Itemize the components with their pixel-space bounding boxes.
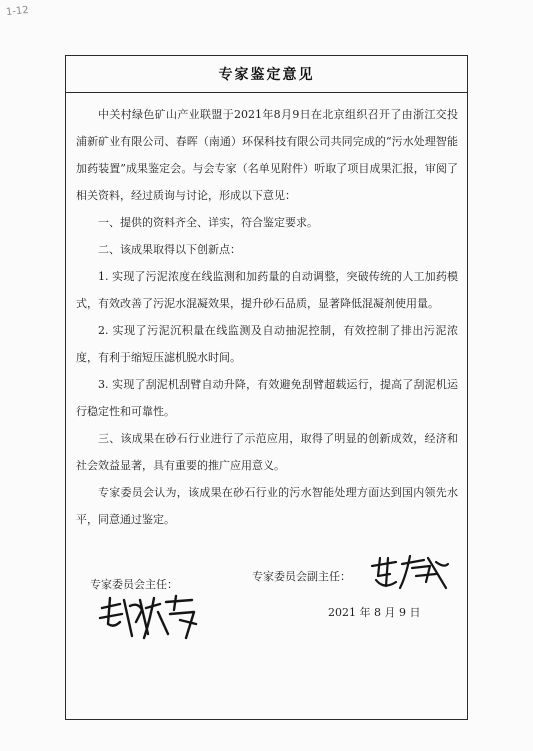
innovation-1: 1. 实现了污泥浓度在线监测和加药量的自动调整，突破传统的人工加药模式，有效改善了污泥水混凝效果，提升砂石品质，显著降低混凝剂使用量。 <box>76 270 458 310</box>
corner-handwritten-note: 1-12 <box>5 4 30 19</box>
signing-date: 2021 年 8 月 9 日 <box>328 606 421 619</box>
document-title: 专家鉴定意见 <box>218 67 315 83</box>
vice-chair-signature <box>366 554 451 594</box>
innovation-2: 2. 实现了污泥沉积量在线监测及自动抽泥控制，有效控制了排出污泥浓度，有利于缩短压滤机脱水时间。 <box>76 324 458 364</box>
opinion-point-3: 三、该成果在砂石行业进行了示范应用，取得了明显的创新成效，经济和社会效益显著，具有重要的推广应用意义。 <box>76 432 458 472</box>
innovation-3: 3. 实现了刮泥机刮臂自动升降，有效避免刮臂超载运行，提高了刮泥机运行稳定性和可靠性。 <box>76 378 458 418</box>
opinion-body <box>66 93 467 533</box>
opinion-form <box>65 55 468 720</box>
chair-label: 专家委员会主任： <box>90 578 178 591</box>
chair-signature <box>96 594 204 644</box>
vice-chair-label: 专家委员会副主任： <box>252 570 351 583</box>
intro-paragraph: 中关村绿色矿山产业联盟于2021年8月9日在北京组织召开了由浙江交投浦新矿业有限公司、春晖（南通）环保科技有限公司共同完成的“污水处理智能加药装置”成果鉴定会。与会专家（名单见附件）听取了项目成果汇报，审阅了相关资料，经过质询与讨论，形成以下意见： <box>76 108 458 202</box>
signature-area <box>66 570 467 706</box>
opinion-point-1: 一、提供的资料齐全、详实，符合鉴定要求。 <box>98 216 318 229</box>
conclusion-paragraph: 专家委员会认为，该成果在砂石行业的污水智能处理方面达到国内领先水平，同意通过鉴定。 <box>76 486 458 526</box>
title-row <box>66 56 467 93</box>
opinion-point-2: 二、该成果取得以下创新点： <box>98 243 241 256</box>
